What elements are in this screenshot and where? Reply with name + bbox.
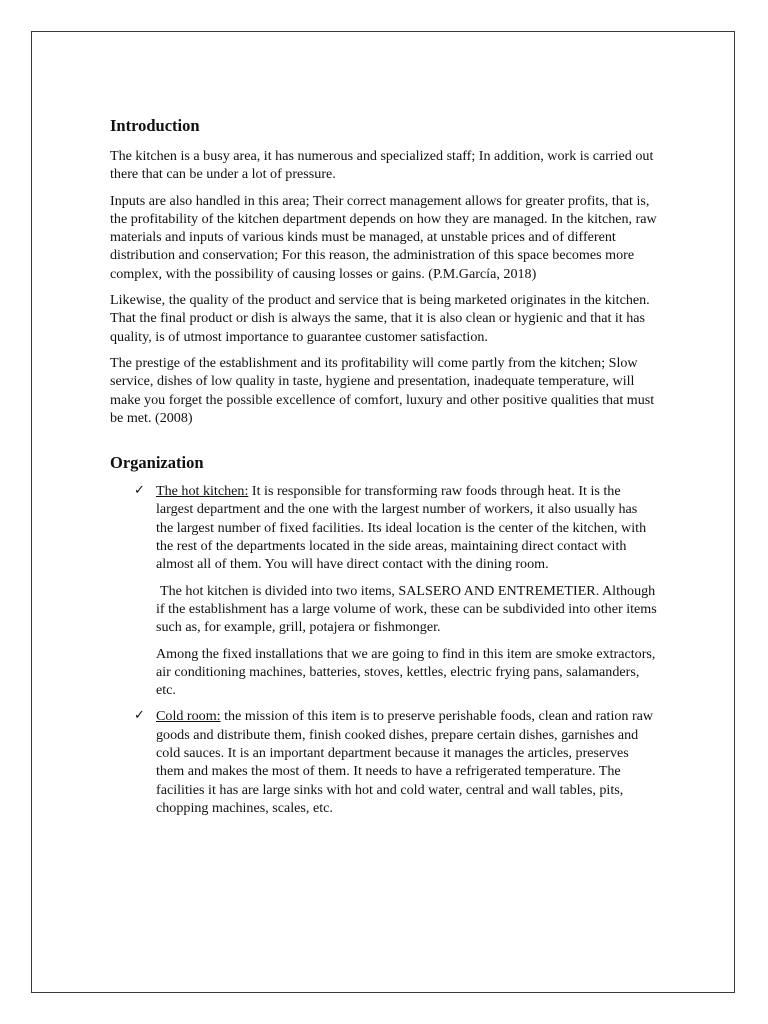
intro-paragraph: The kitchen is a busy area, it has numerous and specialized staff; In addition, work is carried out there that can be under a lot of pressure. — [110, 148, 654, 183]
list-item-cold-room — [110, 707, 658, 817]
checkmark-icon: ✓ — [134, 708, 145, 724]
intro-paragraph: The prestige of the establishment and its profitability will come partly from the kitchen; Slow service, dishes of low quality in taste, hygiene and presentation, inadequate temperature, will make you forget the possible excellence of comfort, luxury and other positive qualities that must be met. (2008) — [110, 354, 655, 426]
organization-heading: Organization — [110, 453, 204, 473]
checkmark-icon: ✓ — [134, 483, 145, 499]
hot-kitchen-divisions: The hot kitchen is divided into two items, SALSERO AND ENTREMETIER. Although if the establishment has a large volume of work, these can be subdivided into other items such as, for example, grill, potajera or fishmonger. — [156, 582, 657, 636]
intro-paragraph: Likewise, the quality of the product and service that is being marketed originates in the kitchen. That the final product or dish is always the same, that it is also clean or hygienic and that it has quality, is of utmost importance to guarantee customer satisfaction. — [110, 292, 650, 345]
cold-room-description — [156, 707, 658, 817]
hot-kitchen-description — [156, 482, 658, 573]
document-body — [110, 116, 658, 825]
list-item-hot-kitchen — [110, 482, 658, 699]
cold-room-text: the mission of this item is to preserve perishable foods, clean and ration raw goods and distribute them, finish cooked dishes, prepare certain dishes, garnishes and cold sauces. It is an important department because it manages the articles, preserves them and makes the most of them. It needs to have a refrigerated temperature. The facilities it has are large sinks with hot and cold water, central and wall tables, pits, chopping machines, scales, etc. — [156, 708, 654, 816]
introduction-heading: Introduction — [110, 116, 200, 135]
intro-paragraph: Inputs are also handled in this area; Their correct management allows for greater profits, that is, the profitability of the kitchen department depends on how they are managed. In the kitchen, raw materials and inputs of various kinds must be managed, at unstable prices and of different distribution and conservation; For this reason, the administration of this space becomes more complex, with the possibility of causing losses or gains. (P.M.García, 2018) — [110, 192, 657, 282]
cold-room-term: Cold room: — [156, 708, 221, 725]
hot-kitchen-text: It is responsible for transforming raw foods through heat. It is the largest department and the one with the largest number of workers, it also usually has the largest number of fixed facilities. Its ideal location is the center of the kitchen, with the rest of the departments located in the side areas, maintaining direct contact with almost all of them. You will have direct contact with the dining room. — [156, 483, 647, 573]
hot-kitchen-term: The hot kitchen: — [156, 483, 249, 500]
organization-list — [110, 482, 658, 817]
hot-kitchen-installations: Among the fixed installations that we are going to find in this item are smoke extractors, air conditioning machines, batteries, stoves, kettles, electric frying pans, salamanders, etc. — [156, 645, 656, 699]
